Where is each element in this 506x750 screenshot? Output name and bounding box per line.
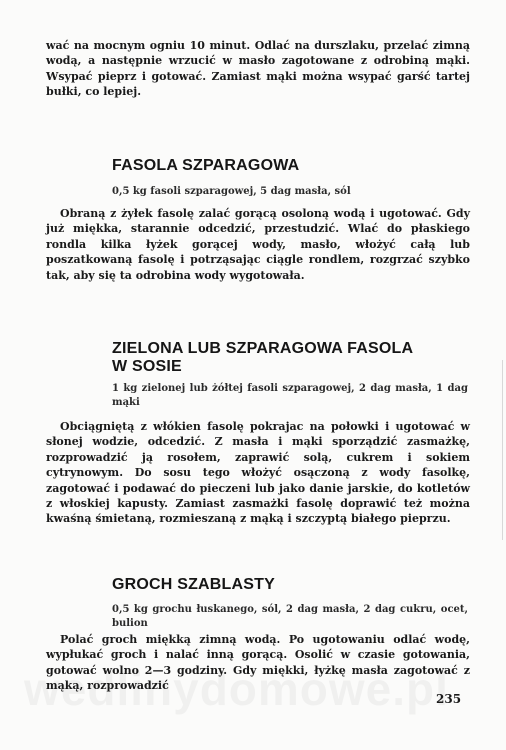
recipe-instructions-groch-szablasty: Polać groch miękką zimną wodą. Po ugotowaniu odlać wodę, wypłukać groch i nalać inną gorącą. Osolić w czasie gotowania, gotować wolno 2—3 godziny. Gdy miękki, łyżkę masła zagotować z mąką, rozprowadzić bbox=[46, 633, 470, 693]
page-number: 235 bbox=[436, 692, 462, 706]
recipe-ingredients-fasola-szparagowa: 0,5 kg fasoli szparagowej, 5 dag masła, sól bbox=[112, 186, 351, 197]
recipe-title-fasola-szparagowa: FASOLA SZPARAGOWA bbox=[112, 157, 300, 174]
recipe-title-zielona-fasola-w-sosie: ZIELONA LUB SZPARAGOWA FASOLA W SOSIE bbox=[112, 340, 413, 375]
recipe-title-groch-szablasty: GROCH SZABLASTY bbox=[112, 576, 275, 593]
watermark bbox=[24, 662, 504, 716]
recipe-instructions-zielona-fasola-w-sosie: Obciągniętą z włókien fasolę pokrajac na połowki i ugotować w słonej wodzie, odcedzić. Z masła i mąki sporządzić zasmażkę, rozprowadzić ją rosołem, zaprawić solą, cukrem i sokiem cytrynowym. Do sosu tego włożyć osączoną z wody fasolkę, zagotować i podawać do pieczeni lub jako danie jarskie, do kotletów z włoskiej kapusty. Zamiast zasmażki fasolę doprawić też można kwaśną śmietaną, rozmieszaną z mąką i szczyptą białego pieprzu. bbox=[46, 420, 470, 526]
recipe-ingredients-groch-szablasty: 0,5 kg grochu łuskanego, sól, 2 dag masła, 2 dag cukru, ocet, bulion bbox=[112, 604, 468, 629]
intro-paragraph: wać na mocnym ogniu 10 minut. Odlać na durszlaku, przelać zimną wodą, a następnie wrzucić w masło zagotowane z odrobiną mąki. Wsypać pieprz i gotować. Zamiast mąki można wsypać garść tartej bułki, co lepiej. bbox=[46, 39, 470, 99]
scan-edge-line bbox=[502, 360, 503, 540]
recipe-ingredients-zielona-fasola-w-sosie: 1 kg zielonej lub żółtej fasoli szparagowej, 2 dag masła, 1 dag mąki bbox=[112, 383, 468, 408]
recipe-instructions-fasola-szparagowa: Obraną z żyłek fasolę zalać gorącą osoloną wodą i ugotować. Gdy już miękka, starannie odcedzić, przestudzić. Wlać do płaskiego rondla kilka łyżek gorącej wody, masło, włożyć całą lub poszatkowaną fasolę i potrząsając ciągle rondlem, rozgrzać szybko tak, aby się ta odrobina wody wygotowała. bbox=[46, 207, 470, 282]
